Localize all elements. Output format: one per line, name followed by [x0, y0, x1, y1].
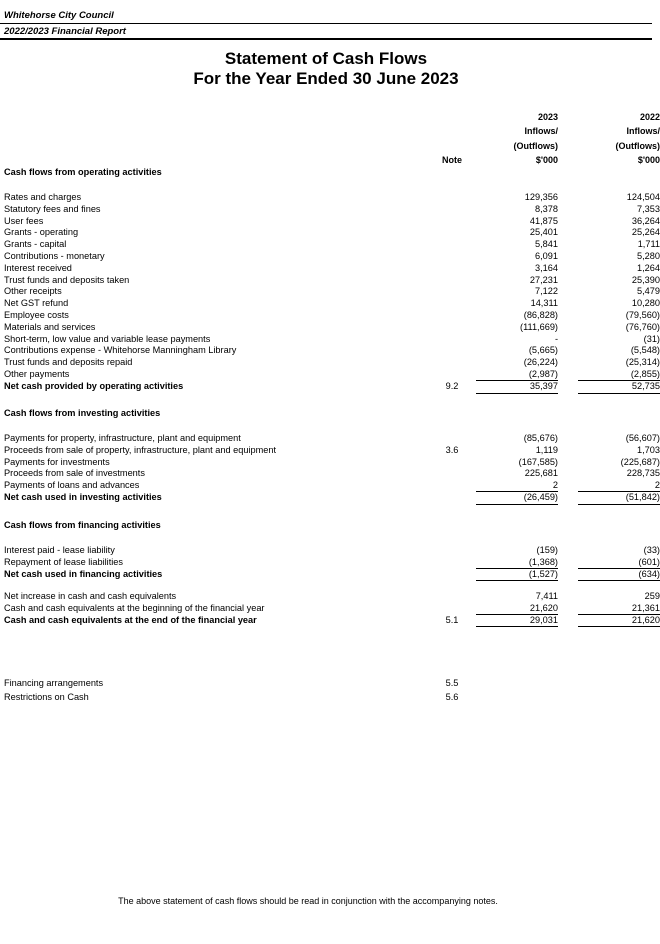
col-2022-year: 2022: [639, 112, 660, 122]
summary-total-rule-2023: [476, 626, 558, 627]
col-2023-unit: $'000: [535, 155, 558, 165]
value-2022: 1,711: [637, 239, 660, 250]
col-2023-year: 2023: [537, 112, 558, 122]
value-2022: (31): [643, 333, 660, 344]
operating-total-2023: 35,397: [529, 380, 558, 391]
financing-total-2022: (634): [638, 568, 660, 579]
investing-total-label: Net cash used in investing activities: [4, 492, 162, 502]
summary-total-label: Cash and cash equivalents at the end of the financial year: [4, 614, 257, 625]
line-item-note: 3.6: [445, 444, 459, 455]
line-item-label: Proceeds from sale of investments: [4, 468, 145, 479]
line-item-label: Grants - capital: [4, 239, 67, 250]
value-2023: (111,669): [520, 321, 558, 332]
line-item-label: Payments for property, infrastructure, plant and equipment: [4, 433, 241, 443]
operating-heading: Cash flows from operating activities: [4, 167, 162, 177]
investing-heading: Cash flows from investing activities: [4, 408, 161, 418]
reference-label: Restrictions on Cash: [4, 692, 89, 702]
value-2022: 25,390: [631, 274, 660, 285]
operating-total-rule-2022: [578, 393, 660, 394]
value-2022: (601): [638, 556, 660, 567]
value-2023: 21,620: [529, 602, 558, 613]
line-item-label: Other payments: [4, 369, 70, 379]
value-2022: 228,735: [626, 468, 660, 479]
value-2022: 1,264: [637, 262, 660, 273]
value-2023: (26,224): [523, 357, 558, 368]
line-item-label: Interest received: [4, 262, 72, 273]
statement-title: Statement of Cash Flows: [224, 49, 428, 68]
value-2022: (25,314): [625, 357, 660, 368]
financing-total-rule-2023: [476, 580, 558, 581]
col-2023-inflows: Inflows/: [524, 126, 558, 136]
value-2022: 36,264: [631, 215, 660, 226]
line-item-label: Other receipts: [4, 286, 62, 297]
line-item-label: Grants - operating: [4, 227, 79, 238]
line-item-label: Trust funds and deposits taken: [4, 274, 130, 285]
value-2023: 2: [552, 480, 558, 491]
line-item-label: Trust funds and deposits repaid: [4, 357, 133, 368]
value-2022: 21,361: [631, 602, 660, 613]
statement-period: For the Year Ended 30 June 2023: [193, 69, 459, 88]
value-2022: (225,687): [620, 456, 660, 467]
line-item-label: Proceeds from sale of property, infrastructure, plant and equipment: [4, 444, 277, 455]
line-item-label: Short-term, low value and variable lease payments: [4, 333, 211, 344]
financing-total-2023: (1,527): [528, 568, 558, 579]
value-2023: (5,665): [528, 345, 558, 356]
line-item-label: Statutory fees and fines: [4, 203, 101, 214]
investing-total-2023: (26,459): [523, 492, 558, 502]
line-item-label: Repayment of lease liabilities: [4, 556, 123, 567]
line-item-label: Cash and cash equivalents at the beginning of the financial year: [4, 602, 265, 613]
value-2022: 10,280: [631, 298, 660, 309]
value-2023: 5,841: [535, 239, 558, 250]
value-2023: (167,585): [518, 456, 558, 467]
value-2022: (5,548): [630, 345, 660, 356]
value-2023: 27,231: [529, 274, 558, 285]
report-name: 2022/2023 Financial Report: [4, 26, 126, 37]
value-2022: 5,479: [637, 286, 660, 297]
summary-total-rule-2022: [578, 626, 660, 627]
col-2022-outflows: (Outflows): [615, 141, 660, 151]
line-item-label: Payments of loans and advances: [4, 480, 140, 491]
value-2023: 25,401: [529, 227, 558, 238]
footer-note: The above statement of cash flows should be read in conjunction with the accompanying notes.: [118, 896, 498, 906]
value-2023: -: [554, 333, 558, 344]
summary-total-2023: 29,031: [529, 614, 558, 625]
header-rule: [0, 23, 652, 24]
value-2023: 3,164: [535, 262, 558, 273]
value-2023: (1,368): [528, 556, 558, 567]
line-item-label: Rates and charges: [4, 192, 82, 202]
line-item-label: Net GST refund: [4, 298, 69, 309]
investing-total-rule-2023: [476, 504, 558, 505]
value-2023: 6,091: [535, 251, 558, 261]
value-2022: 124,504: [626, 192, 660, 202]
col-2022-inflows: Inflows/: [626, 126, 660, 136]
organisation-name: Whitehorse City Council: [4, 10, 114, 21]
value-2023: 225,681: [524, 468, 558, 479]
line-item-label: Contributions - monetary: [4, 251, 105, 261]
value-2022: (33): [643, 545, 660, 555]
value-2023: (2,987): [528, 369, 558, 379]
value-2022: 259: [644, 591, 660, 601]
value-2023: (85,676): [523, 433, 558, 443]
value-2023: 7,411: [535, 591, 558, 601]
value-2023: 7,122: [535, 286, 558, 297]
reference-note: 5.5: [445, 678, 459, 688]
value-2023: (159): [536, 545, 558, 555]
col-note: Note: [442, 155, 462, 165]
operating-total-label: Net cash provided by operating activities: [4, 380, 184, 391]
financing-heading: Cash flows from financing activities: [4, 520, 161, 530]
value-2023: (86,828): [523, 310, 558, 320]
value-2022: 25,264: [631, 227, 660, 238]
header-rule-thick: [0, 38, 652, 40]
col-2023-outflows: (Outflows): [513, 141, 558, 151]
value-2022: (79,560): [625, 310, 660, 320]
value-2022: 1,703: [637, 444, 660, 455]
value-2023: 14,311: [530, 298, 558, 309]
summary-total-note: 5.1: [445, 614, 459, 625]
value-2023: 8,378: [535, 203, 558, 214]
financing-total-rule-2022: [578, 580, 660, 581]
col-2022-unit: $'000: [637, 155, 660, 165]
line-item-label: Materials and services: [4, 321, 96, 332]
value-2023: 1,119: [535, 444, 558, 455]
line-item-label: User fees: [4, 215, 44, 226]
value-2022: (56,607): [625, 433, 660, 443]
reference-label: Financing arrangements: [4, 678, 104, 688]
line-item-label: Employee costs: [4, 310, 69, 320]
line-item-label: Payments for investments: [4, 456, 110, 467]
value-2022: 5,280: [637, 251, 660, 261]
value-2022: 7,353: [637, 203, 660, 214]
operating-total-note: 9.2: [445, 380, 459, 391]
line-item-label: Net increase in cash and cash equivalents: [4, 591, 177, 601]
investing-total-2022: (51,842): [625, 492, 660, 502]
value-2022: 2: [654, 480, 660, 491]
line-item-label: Contributions expense - Whitehorse Manningham Library: [4, 345, 237, 356]
investing-total-rule-2022: [578, 504, 660, 505]
value-2023: 41,875: [529, 215, 558, 226]
operating-total-2022: 52,735: [631, 380, 660, 391]
value-2023: 129,356: [524, 192, 558, 202]
reference-note: 5.6: [445, 692, 459, 702]
summary-total-2022: 21,620: [631, 614, 660, 625]
financing-total-label: Net cash used in financing activities: [4, 568, 163, 579]
operating-total-rule-2023: [476, 393, 558, 394]
line-item-label: Interest paid - lease liability: [4, 545, 115, 555]
value-2022: (76,760): [625, 321, 660, 332]
value-2022: (2,855): [630, 369, 660, 379]
